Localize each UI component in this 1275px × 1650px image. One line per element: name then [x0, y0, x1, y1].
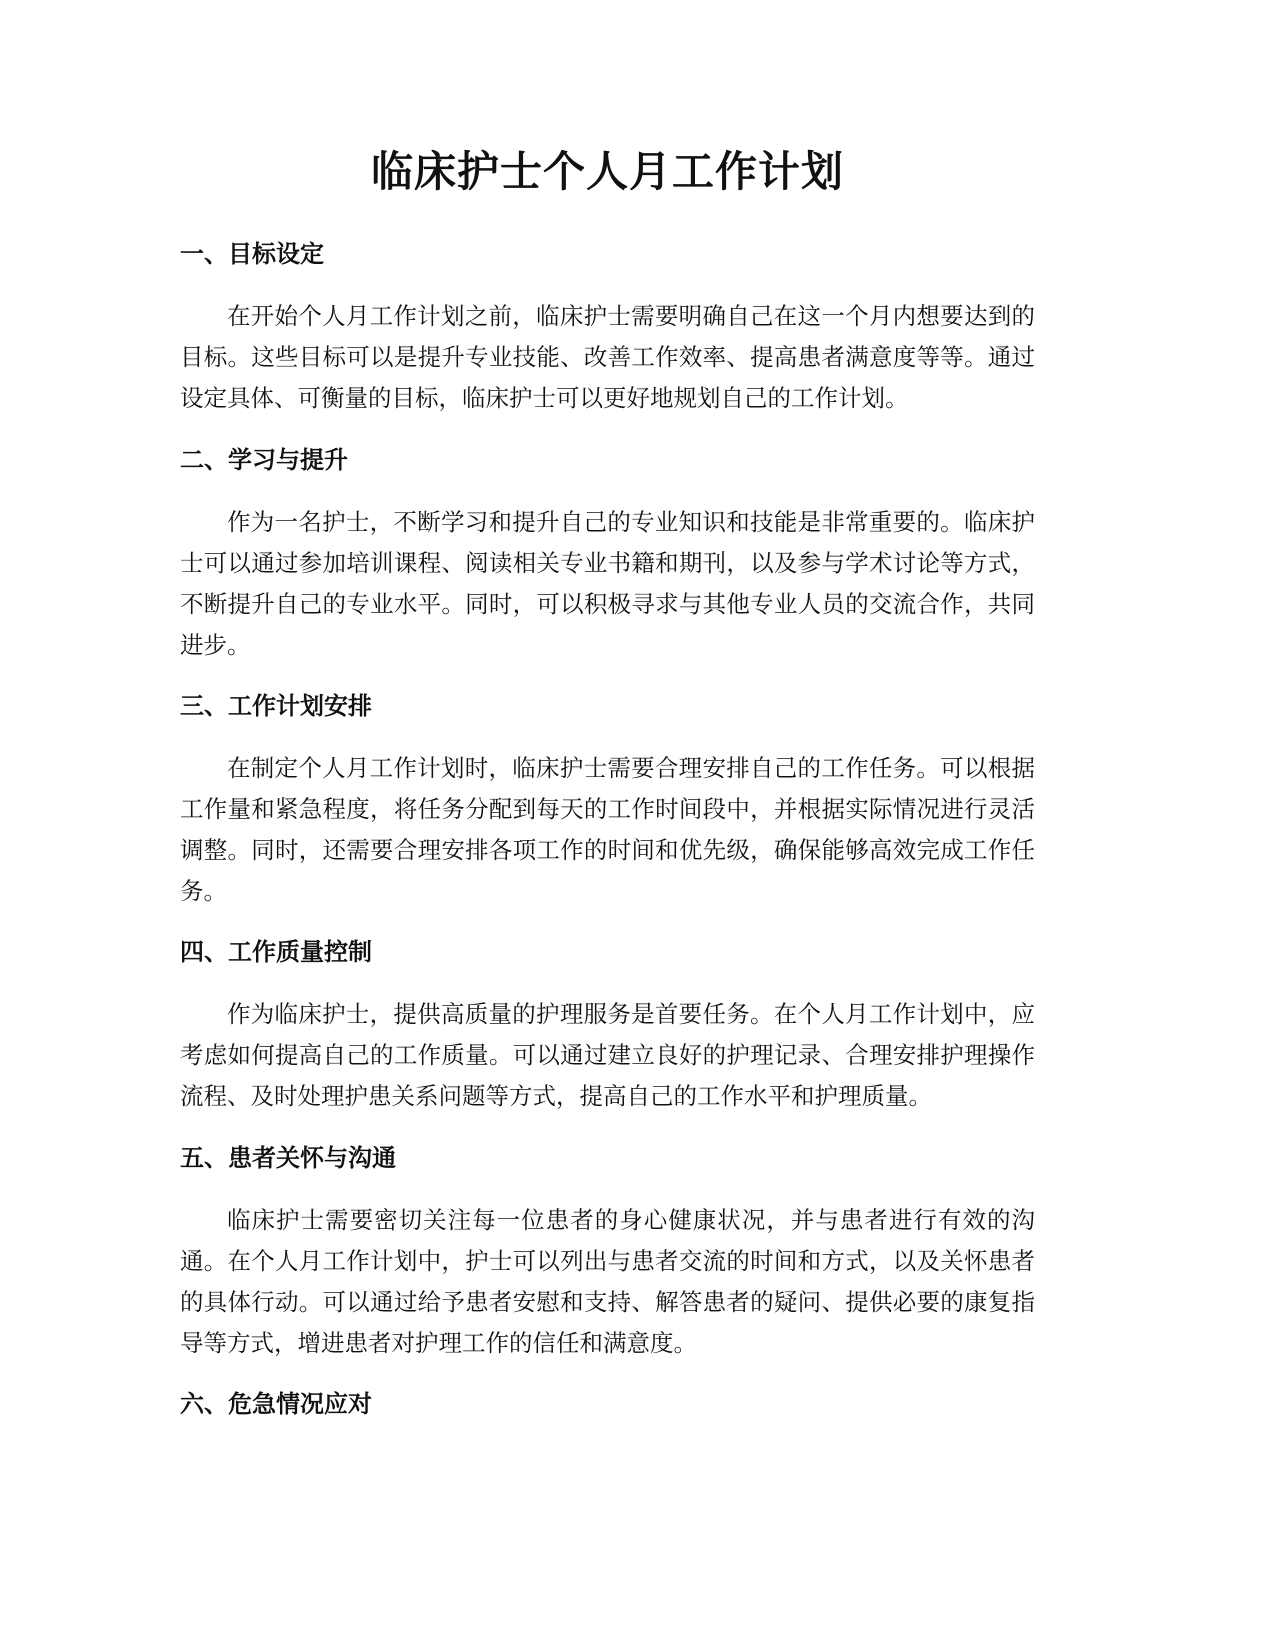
section-paragraph: 在制定个人月工作计划时，临床护士需要合理安排自己的工作任务。可以根据工作量和紧急程度，将任务分配到每天的工作时间段中，并根据实际情况进行灵活调整。同时，还需要合理安排各项工作的时间和优先级，确保能够高效完成工作任务。: [180, 754, 1035, 905]
section-heading: 四、工作质量控制: [180, 938, 372, 966]
section-heading: 三、工作计划安排: [180, 692, 372, 720]
section-learning: [180, 443, 1035, 666]
section-heading: 二、学习与提升: [180, 446, 348, 474]
section-heading: 一、目标设定: [180, 240, 324, 268]
section-paragraph: 在开始个人月工作计划之前，临床护士需要明确自己在这一个月内想要达到的目标。这些目标可以是提升专业技能、改善工作效率、提高患者满意度等等。通过设定具体、可衡量的目标，临床护士可以更好地规划自己的工作计划。: [180, 302, 1035, 412]
section-work-plan: [180, 689, 1035, 912]
section-paragraph: 作为临床护士，提供高质量的护理服务是首要任务。在个人月工作计划中，应考虑如何提高自己的工作质量。可以通过建立良好的护理记录、合理安排护理操作流程、及时处理护患关系问题等方式，提高自己的工作水平和护理质量。: [180, 1000, 1035, 1110]
section-quality-control: [180, 935, 1035, 1117]
section-paragraph: 临床护士需要密切关注每一位患者的身心健康状况，并与患者进行有效的沟通。在个人月工作计划中，护士可以列出与患者交流的时间和方式，以及关怀患者的具体行动。可以通过给予患者安慰和支持、解答患者的疑问、提供必要的康复指导等方式，增进患者对护理工作的信任和满意度。: [180, 1206, 1035, 1357]
section-heading: 六、危急情况应对: [180, 1390, 372, 1418]
section-paragraph: 作为一名护士，不断学习和提升自己的专业知识和技能是非常重要的。临床护士可以通过参加培训课程、阅读相关专业书籍和期刊，以及参与学术讨论等方式，不断提升自己的专业水平。同时，可以积极寻求与其他专业人员的交流合作，共同进步。: [180, 508, 1035, 659]
section-patient-care: [180, 1141, 1035, 1364]
section-emergency: [180, 1387, 1035, 1421]
section-heading: 五、患者关怀与沟通: [180, 1144, 396, 1172]
section-goal-setting: [180, 237, 1035, 419]
page-title: 临床护士个人月工作计划: [370, 147, 844, 196]
